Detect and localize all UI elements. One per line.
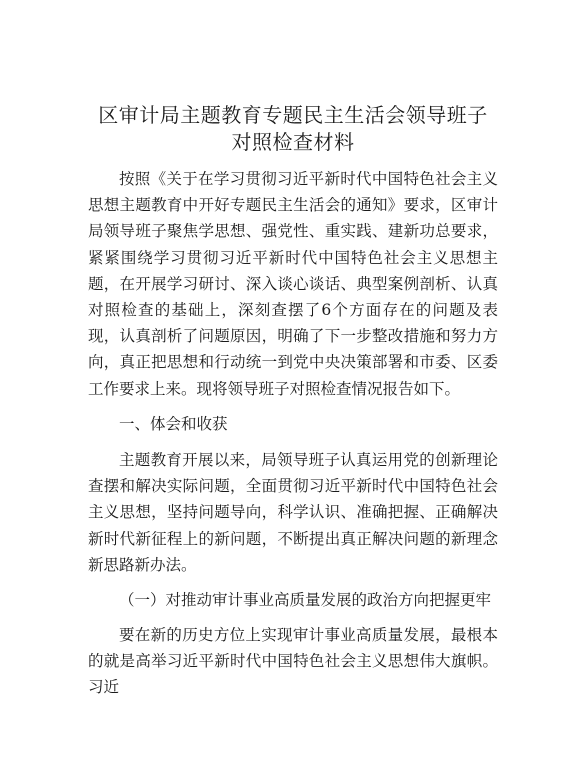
- section-heading-1: 一、体会和收获: [119, 415, 228, 433]
- section-1-paragraph: 主题教育开展以来，局领导班子认真运用党的创新理论查摆和解决实际问题，全面贯彻习近平新时代中国特色社会主义思想，坚持问题导向，科学认识、准确把握、正确解决新时代新征程上的新问题，不断提出真正解决问题的新理念新思路新办法。: [88, 451, 498, 574]
- document-title: 区审计局主题教育专题民主生活会领导班子对照检查材料: [98, 103, 488, 154]
- subsection-1-paragraph: 要在新的历史方位上实现审计事业高质量发展，最根本的就是高举习近平新时代中国特色社会主义思想伟大旗帜。习近: [88, 626, 498, 697]
- intro-paragraph: 按照《关于在学习贯彻习近平新时代中国特色社会主义思想主题教育中开好专题民主生活会的通知》要求，区审计局领导班子聚焦学思想、强党性、重实践、建新功总要求，紧紧围绕学习贯彻习近平新时代中国特色社会主义思想主题，在开展学习研讨、深入谈心谈话、典型案例剖析、认真对照检查的基础上，深刻查摆了6个方面存在的问题及表现，认真剖析了问题原因，明确了下一步整改措施和努力方向，真正把思想和行动统一到党中央决策部署和市委、区委工作要求上来。现将领导班子对照检查情况报告如下。: [88, 170, 498, 398]
- subsection-heading-1: （一）对推动审计事业高质量发展的政治方向把握更牢: [119, 591, 492, 609]
